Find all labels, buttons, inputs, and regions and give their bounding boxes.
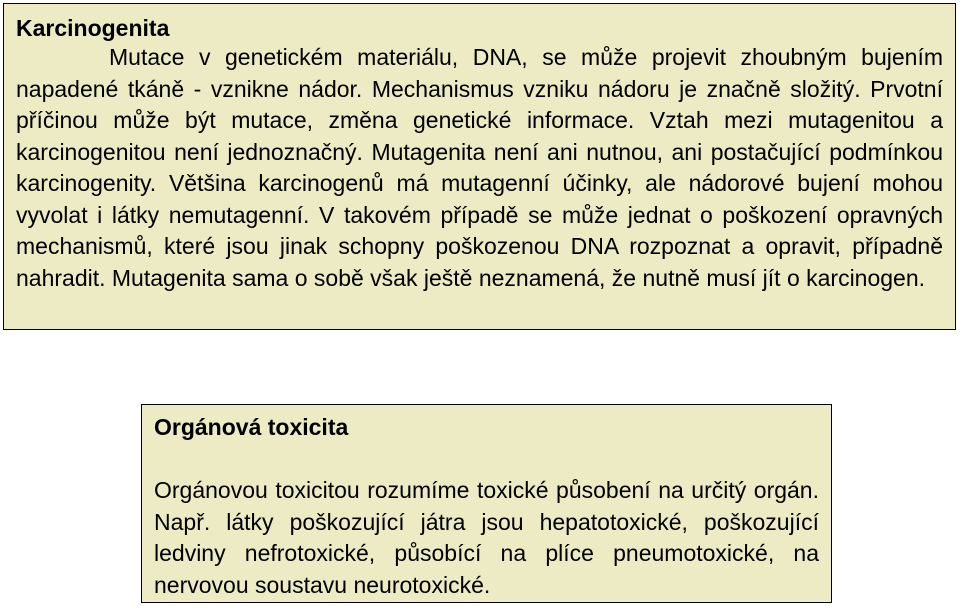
karcinogenita-paragraph: Mutace v genetickém materiálu, DNA, se může projevit zhoubným bujením napadené tkáně - vznikne nádor. Mechanismus vzniku nádoru je značně složitý. Prvotní příčinou může být mutace, změna genetické informace. Vztah mezi mutagenitou a karcinogenitou není jednoznačný. Mutagenita není ani nutnou, ani postačující podmínkou karcinogenity. Většina karcinogenů má mutagenní účinky, ale nádorové bujení mohou vyvolat i látky nemutagenní. V takovém případě se může jednat o poškození opravných mechanismů, které jsou jinak schopny poškozenou DNA rozpoznat a opravit, případně nahradit. Mutagenita sama o sobě však ještě neznamená, že nutně musí jít o karcinogen. (16, 44, 943, 291)
section-title-karcinogenita: Karcinogenita (16, 15, 170, 41)
section-title-organova-toxicita: Orgánová toxicita (154, 414, 349, 440)
organova-toxicita-paragraph: Orgánovou toxicitou rozumíme toxické působení na určitý orgán. Např. látky poškozující játra jsou hepatotoxické, poškozující ledviny nefrotoxické, působící na plíce pneumotoxické, na nervovou soustavu neurotoxické. (154, 477, 819, 598)
organova-toxicita-box (141, 404, 832, 603)
karcinogenita-box (3, 3, 956, 330)
